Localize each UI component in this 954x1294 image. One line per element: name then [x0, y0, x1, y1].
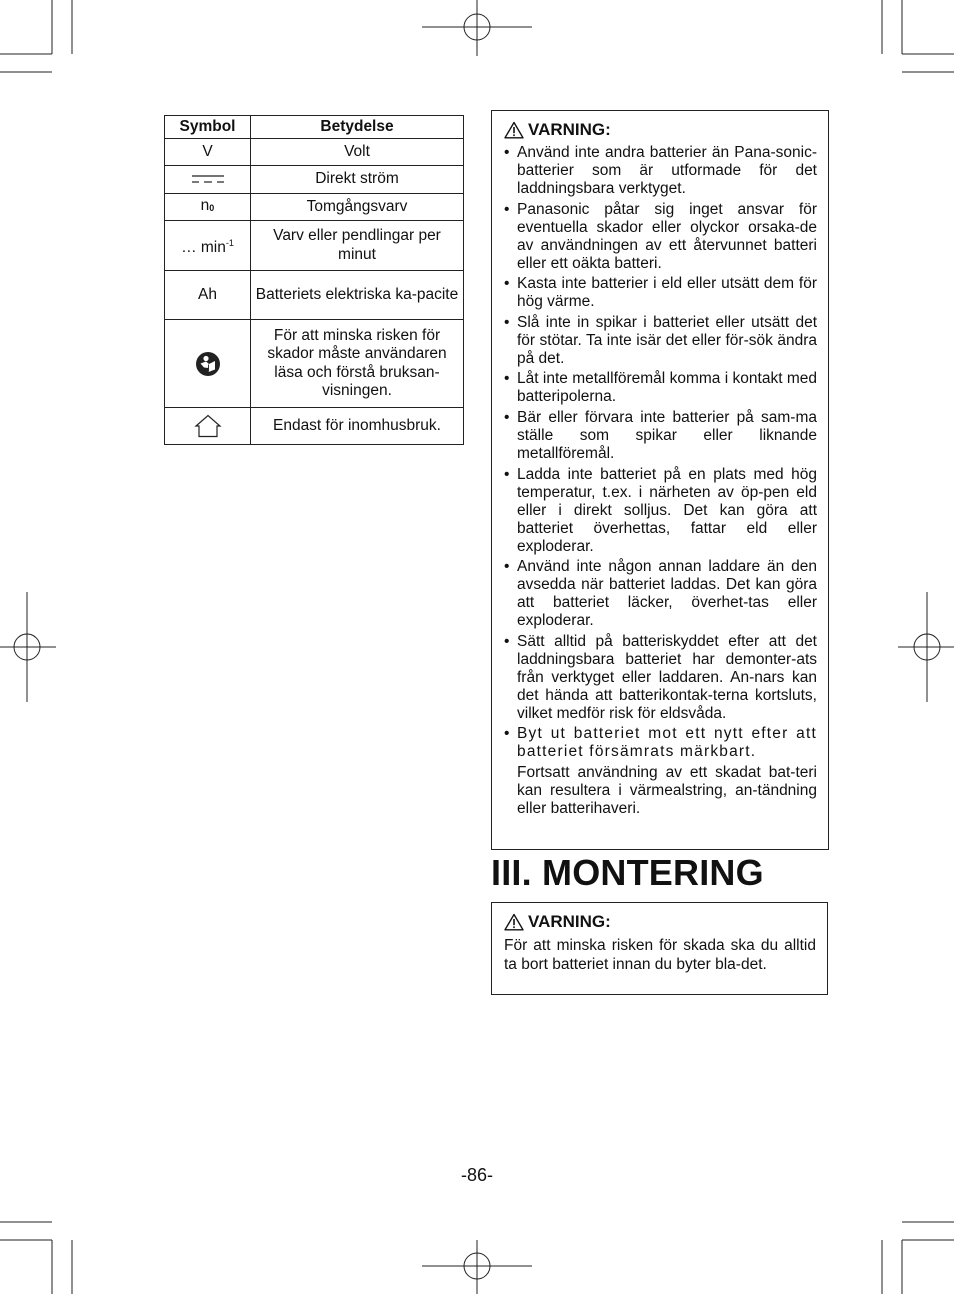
- symbol-text: … min: [181, 238, 226, 256]
- warning-title-text: VARNING:: [528, 120, 611, 139]
- table-row: [165, 139, 464, 166]
- symbol-superscript: -1: [225, 237, 234, 248]
- list-item: • Låt inte metallföremål komma i kontakt med batteripolerna.: [504, 370, 817, 406]
- symbol-cell: [165, 320, 251, 408]
- battery-warning-box: [491, 110, 829, 850]
- meaning-cell: Varv eller pendlingar per minut: [251, 221, 464, 271]
- symbol-text: n: [200, 196, 210, 214]
- list-item: • Ladda inte batteriet på en plats med hög temperatur, t.ex. i närheten av öp-pen eld eller i direkt solljus. Det kan göra att batteriet överhettas, fattar eld eller exploderar.: [504, 466, 817, 556]
- table-row: [165, 166, 464, 194]
- warning-text: För att minska risken för skada ska du alltid ta bort batteriet innan du byter bla-det.: [504, 937, 816, 973]
- page-number: -86-: [460, 1165, 493, 1185]
- indoor-house-icon: [194, 414, 222, 438]
- list-item: • Byt ut batteriet mot ett nytt efter att batteriet försämrats märkbart.: [504, 725, 817, 761]
- warning-title: [504, 119, 817, 141]
- list-item: • Panasonic påtar sig inget ansvar för eventuella skador eller olyckor orsaka-de av användningen av ett återvunnet batteri eller ett oäkta batteri.: [504, 201, 817, 273]
- table-row: [165, 221, 464, 271]
- read-manual-icon: [195, 351, 221, 377]
- list-item: • Sätt alltid på batteriskyddet efter att det laddningsbara batteriet har demonter-ats från verktyget eller laddaren. An-nars kan det hända att batterikontak-terna kortsluts, vilket medför risk för eldsvåda.: [504, 633, 817, 723]
- symbol-subscript: 0: [209, 202, 215, 213]
- meaning-cell: För att minska risken för skador måste användaren läsa och förstå bruksan-visningen.: [251, 320, 464, 408]
- meaning-cell: Volt: [251, 139, 464, 166]
- warning-triangle-icon: [504, 913, 524, 931]
- symbol-cell: [165, 166, 251, 194]
- warning-triangle-icon: [504, 121, 524, 139]
- table-row: [165, 194, 464, 221]
- warning-continuation: Fortsatt användning av ett skadat bat-teri kan resultera i värmealstring, an-tändning eller batterihaveri.: [517, 763, 817, 817]
- table-row: [165, 271, 464, 320]
- symbol-table: [164, 115, 464, 445]
- symbol-cell: V: [165, 139, 251, 166]
- meaning-cell: Direkt ström: [251, 166, 464, 194]
- list-item: • Använd inte någon annan laddare än den avsedda när batteriet laddas. Det kan göra att batteriet läcker, överhet-tas eller exploderar.: [504, 558, 817, 630]
- table-row: [165, 320, 464, 408]
- warning-title-text: VARNING:: [528, 912, 611, 931]
- section-heading: III. MONTERING: [491, 852, 764, 893]
- assembly-warning-box: [491, 902, 828, 995]
- list-item: • Kasta inte batterier i eld eller utsätt dem för hög värme.: [504, 275, 817, 311]
- symbol-cell: Ah: [165, 271, 251, 320]
- table-row: [165, 408, 464, 445]
- table-header-row: [165, 116, 464, 139]
- column-header-symbol: Symbol: [165, 116, 251, 139]
- list-item: • Slå inte in spikar i batteriet eller utsätt det för stötar. Ta inte isär det eller för-sök ändra på det.: [504, 314, 817, 368]
- meaning-cell: Endast för inomhusbruk.: [251, 408, 464, 445]
- symbol-cell: [165, 194, 251, 221]
- list-item: • Bär eller förvara inte batterier på sam-ma ställe som spikar eller liknande metallföremål.: [504, 409, 817, 463]
- symbol-cell: [165, 408, 251, 445]
- warning-title: [504, 911, 816, 933]
- list-item: • Använd inte andra batterier än Pana-sonic-batterier som är utformade för det laddningsbara verktyget.: [504, 144, 817, 198]
- warning-list: [504, 144, 817, 761]
- column-header-meaning: Betydelse: [251, 116, 464, 139]
- symbol-cell: [165, 221, 251, 271]
- meaning-cell: Batteriets elektriska ka-pacite: [251, 271, 464, 320]
- dc-current-icon: [191, 174, 225, 184]
- meaning-cell: Tomgångsvarv: [251, 194, 464, 221]
